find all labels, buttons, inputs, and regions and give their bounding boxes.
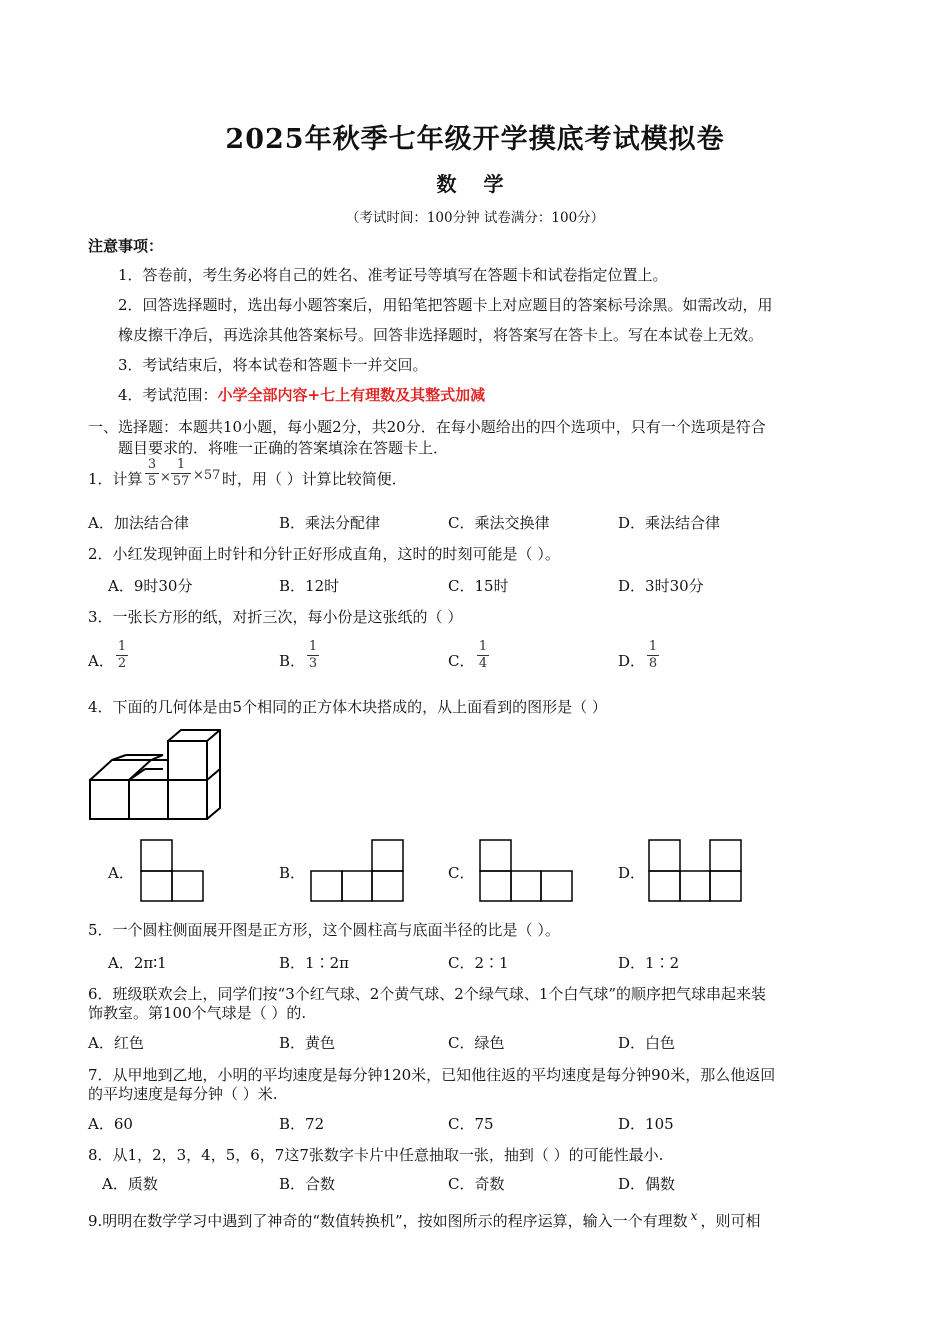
- q6-option-a[interactable]: A．红色: [88, 1034, 144, 1052]
- note-3: 3．考试结束后，将本试卷和答题卡一并交回。: [118, 356, 428, 374]
- q9-stem: [88, 1206, 760, 1231]
- q3-option-b-fraction[interactable]: [307, 640, 319, 671]
- q4-option-b-label[interactable]: B．: [279, 864, 306, 882]
- q7-option-b[interactable]: B．72: [279, 1115, 325, 1133]
- q1-option-a[interactable]: A．加法结合律: [88, 514, 189, 532]
- q3-d-num: 1: [648, 639, 658, 654]
- q8-option-b[interactable]: B．合数: [279, 1175, 336, 1193]
- q7-option-d[interactable]: D．105: [618, 1115, 674, 1133]
- q2-option-c[interactable]: C．15时: [448, 577, 509, 595]
- q7-option-c[interactable]: C．75: [448, 1115, 494, 1133]
- exam-scope: 小学全部内容+七上有理数及其整式加减: [217, 386, 486, 404]
- q4-option-a-label[interactable]: A．: [108, 864, 134, 882]
- note-4: [118, 385, 485, 405]
- q4-option-d-figure[interactable]: [647, 838, 744, 903]
- q6-option-c[interactable]: C．绿色: [448, 1034, 505, 1052]
- q3-a-num: 1: [117, 639, 127, 654]
- q6-option-d[interactable]: D．白色: [618, 1034, 676, 1052]
- note-2-line2: 橡皮擦干净后，再选涂其他答案标号。回答非选择题时，将答案写在答卡上。写在本试卷上无效。: [118, 326, 764, 344]
- q9-stem-part2: ，则可相: [700, 1212, 761, 1230]
- q5-option-a[interactable]: A．2π∶1: [108, 954, 167, 972]
- q1-f2-den: 57: [172, 474, 190, 489]
- q8-option-a[interactable]: A．质数: [102, 1175, 158, 1193]
- q3-stem: 3．一张长方形的纸，对折三次，每小份是这张纸的（ ）: [88, 608, 463, 626]
- note-1: 1．答卷前，考生务必将自己的姓名、准考证号等填写在答题卡和试卷指定位置上。: [118, 266, 668, 284]
- exam-info: （考试时间：100分钟 试卷满分：100分）: [345, 210, 605, 226]
- q8-option-d[interactable]: D．偶数: [618, 1175, 676, 1193]
- q1-times: ×: [160, 470, 171, 485]
- q6-stem-line1: 6．班级联欢会上，同学们按“3个红气球、2个黄气球、2个绿气球、1个白气球”的顺序把气球串起来装: [88, 985, 767, 1003]
- q1-suffix: 时，用（ ）计算比较简便．: [222, 470, 407, 488]
- q6-option-b[interactable]: B．黄色: [279, 1034, 336, 1052]
- q3-option-c-fraction[interactable]: [477, 640, 489, 671]
- q9-stem-part1: 9.明明在数学学习中遇到了神奇的“数值转换机”，按如图所示的程序运算，输入一个有理数: [88, 1212, 688, 1230]
- q3-b-num: 1: [308, 639, 318, 654]
- section1-heading-line1: 一、选择题：本题共10小题，每小题2分，共20分．在每小题给出的四个选项中，只有一个选项是符合: [88, 418, 766, 436]
- q1-tail: ×57: [193, 468, 221, 483]
- q8-option-c[interactable]: C．奇数: [448, 1175, 505, 1193]
- q3-option-b-label[interactable]: B．: [279, 652, 306, 670]
- q7-option-a[interactable]: A．60: [88, 1115, 133, 1133]
- notes-heading: 注意事项：: [88, 237, 164, 255]
- q2-option-d[interactable]: D．3时30分: [618, 577, 704, 595]
- q4-option-d-label[interactable]: D．: [618, 864, 646, 882]
- q4-option-a-figure[interactable]: [139, 838, 206, 903]
- q4-option-c-figure[interactable]: [478, 838, 575, 903]
- q1-f1-num: 3: [147, 457, 157, 472]
- q1-option-c[interactable]: C．乘法交换律: [448, 514, 550, 532]
- q4-cube-figure: [88, 728, 228, 823]
- q9-variable-x: x: [690, 1209, 698, 1223]
- note-2-line1: 2．回答选择题时，选出每小题答案后，用铅笔把答题卡上对应题目的答案标号涂黑。如需改动，用: [118, 296, 773, 314]
- q3-c-num: 1: [478, 639, 488, 654]
- q7-stem-line1: 7．从甲地到乙地，小明的平均速度是每分钟120米，已知他往返的平均速度是每分钟90米，那么他返回: [88, 1066, 776, 1084]
- q4-option-c-label[interactable]: C．: [448, 864, 475, 882]
- q8-stem: 8．从1，2，3，4，5，6，7这7张数字卡片中任意抽取一张，抽到（ ）的可能性最小.: [88, 1146, 664, 1164]
- q2-option-a[interactable]: A．9时30分: [108, 577, 193, 595]
- q4-option-b-figure[interactable]: [309, 838, 406, 903]
- q2-stem: 2．小红发现钟面上时针和分针正好形成直角，这时的时刻可能是（ ）。: [88, 545, 560, 563]
- q1-fraction-2: [171, 458, 191, 489]
- q3-option-d-label[interactable]: D．: [618, 652, 646, 670]
- q5-option-d[interactable]: D．1∶2: [618, 954, 680, 972]
- q3-c-den: 4: [478, 656, 488, 671]
- q3-option-a-fraction[interactable]: [116, 640, 128, 671]
- q3-a-den: 2: [117, 656, 127, 671]
- q5-option-c[interactable]: C．2∶1: [448, 954, 509, 972]
- q5-stem: 5．一个圆柱侧面展开图是正方形，这个圆柱高与底面半径的比是（ ）。: [88, 921, 560, 939]
- q7-stem-line2: 的平均速度是每分钟（ ）米.: [88, 1085, 278, 1103]
- q1-option-d[interactable]: D．乘法结合律: [618, 514, 721, 532]
- q3-option-a-label[interactable]: A．: [88, 652, 114, 670]
- q2-option-b[interactable]: B．12时: [279, 577, 340, 595]
- q3-b-den: 3: [308, 656, 318, 671]
- q3-d-den: 8: [648, 656, 658, 671]
- q6-stem-line2: 饰教室。第100个气球是（ ）的.: [88, 1004, 307, 1022]
- q3-option-c-label[interactable]: C．: [448, 652, 475, 670]
- subject-title: 数 学: [436, 172, 514, 196]
- q1-f2-num: 1: [176, 457, 186, 472]
- q4-stem: 4．下面的几何体是由5个相同的正方体木块搭成的，从上面看到的图形是（ ）: [88, 698, 607, 716]
- section1-heading-line2: 题目要求的．将唯一正确的答案填涂在答题卡上．: [118, 439, 449, 457]
- exam-title: 2025年秋季七年级开学摸底考试模拟卷: [225, 124, 725, 155]
- q3-option-d-fraction[interactable]: [647, 640, 659, 671]
- q1-prefix: 1．计算: [88, 470, 143, 488]
- note-4-label: 4．考试范围：: [118, 386, 218, 404]
- q5-option-b[interactable]: B．1∶2π: [279, 954, 349, 972]
- q1-fraction-1: [145, 458, 159, 489]
- q1-f1-den: 5: [147, 474, 157, 489]
- q1-option-b[interactable]: B．乘法分配律: [279, 514, 381, 532]
